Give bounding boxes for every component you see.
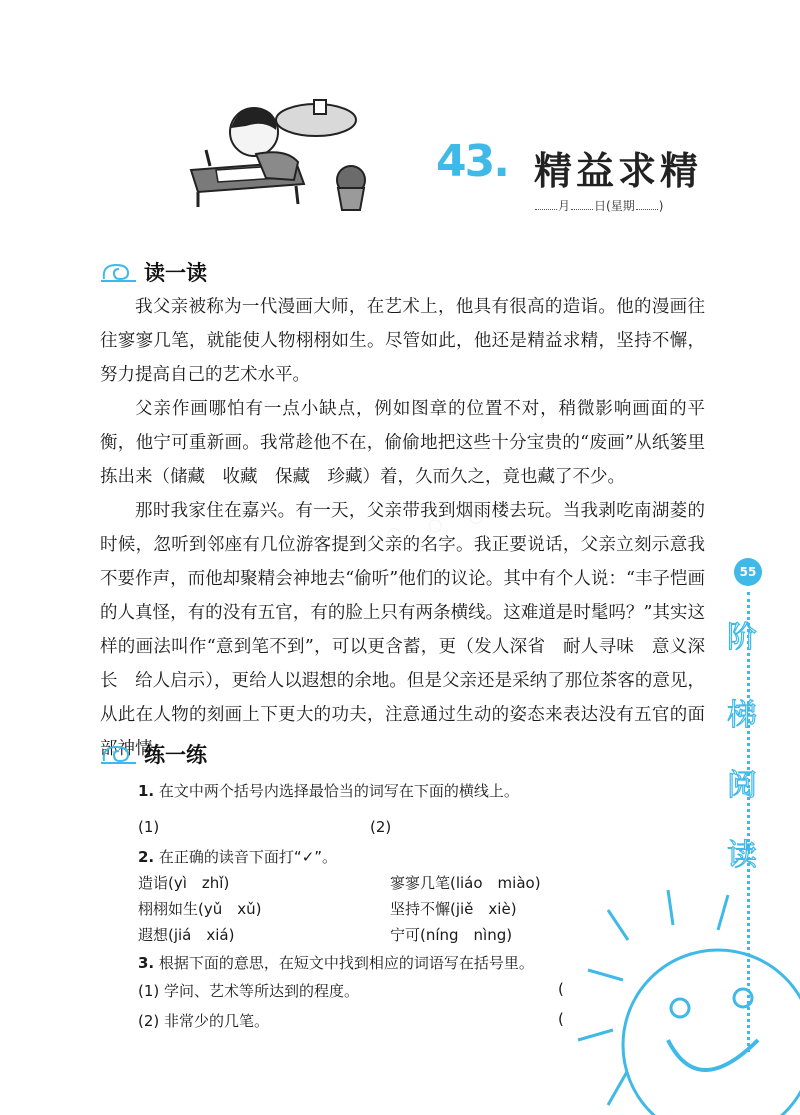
page-number: 55 — [734, 558, 762, 586]
meaning-item: (1) 学问、艺术等所达到的程度。 — [138, 982, 360, 1000]
section-practice-heading — [100, 740, 207, 768]
section-practice-label: 练一练 — [144, 743, 207, 767]
question-text: 在正确的读音下面打“✓”。 — [158, 848, 338, 866]
day-blank[interactable] — [571, 199, 593, 210]
side-label-char: 梯 — [727, 698, 757, 733]
question-text: 在文中两个括号内选择最恰当的词写在下面的横线上。 — [158, 782, 519, 800]
side-label-char: 阶 — [727, 620, 757, 655]
answer-2-label[interactable]: (2) — [370, 818, 392, 836]
pinyin-item[interactable]: 宁可(níng nìng) — [390, 926, 513, 944]
dotted-line — [747, 592, 750, 1052]
meaning-item: (2) 非常少的几笔。 — [138, 1012, 270, 1030]
section-read-heading — [100, 258, 207, 286]
question-2 — [138, 846, 337, 867]
pinyin-item[interactable]: 栩栩如生(yǔ xǔ) — [138, 900, 262, 918]
answer-row-1 — [138, 818, 698, 836]
pinyin-item[interactable]: 寥寥几笔(liáo miào) — [390, 874, 541, 892]
lesson-title: 精益求精 — [534, 149, 703, 193]
weekday-blank[interactable] — [636, 199, 658, 210]
pinyin-item[interactable]: 遐想(jiá xiá) — [138, 926, 235, 944]
date-close: ) — [658, 199, 664, 213]
lesson-number: 43. — [436, 136, 508, 187]
smiling-sun-icon — [568, 870, 800, 1115]
paren-open: ( — [558, 1010, 564, 1028]
question-text: 根据下面的意思，在短文中找到相应的词语写在括号里。 — [158, 954, 534, 972]
section-read-label: 读一读 — [144, 261, 207, 285]
question-number: 1. — [138, 782, 155, 800]
paragraph-1: 我父亲被称为一代漫画大师，在艺术上，他具有很高的造诣。他的漫画往往寥寥几笔，就能使人物栩栩如生。尽管如此，他还是精益求精，坚持不懈，努力提高自己的艺术水平。 — [100, 297, 705, 385]
swirl-icon — [100, 743, 138, 765]
side-label-char: 读 — [727, 838, 757, 873]
question-number: 2. — [138, 848, 155, 866]
paragraph-2: 父亲作画哪怕有一点小缺点，例如图章的位置不对，稍微影响画面的平衡，他宁可重新画。我常趁他不在，偷偷地把这些十分宝贵的“废画”从纸篓里拣出来（储藏 收藏 保藏 珍藏）着，久而久之，竟也藏了不少。 — [100, 399, 705, 487]
question-1 — [138, 780, 519, 801]
boy-drawing-illustration — [186, 92, 366, 212]
month-blank[interactable] — [535, 199, 557, 210]
swirl-icon — [100, 261, 138, 283]
pinyin-item[interactable]: 坚持不懈(jiě xiè) — [390, 900, 517, 918]
question-number: 3. — [138, 954, 155, 972]
paren-open: ( — [558, 980, 564, 998]
question-3 — [138, 952, 534, 973]
pinyin-item[interactable]: 造诣(yì zhǐ) — [138, 874, 230, 892]
side-label-char: 阅 — [727, 768, 757, 803]
month-label: 月 — [558, 199, 571, 213]
day-label: 日(星期 — [594, 199, 635, 213]
answer-1-label[interactable]: (1) — [138, 818, 160, 836]
paragraph-3: 那时我家住在嘉兴。有一天，父亲带我到烟雨楼去玩。当我剥吃南湖菱的时候，忽听到邻座有几位游客提到父亲的名字。我正要说话，父亲立刻示意我不要作声，而他却聚精会神地去“偷听”他们的议论。其中有个人说：“丰子恺画的人真怪，有的没有五官，有的脸上只有两条横线。这难道是时髦吗？”其实这样的画法叫作“意到笔不到”，可以更含蓄，更（发人深省 耐人寻味 意义深长 给人启示），更给人以遐想的余地。但是父亲还是采纳了那位茶客的意见，从此在人物的刻画上下更大的功夫，注意通过生动的姿态来表达没有五官的面部神情。 — [100, 501, 705, 759]
date-line — [534, 197, 663, 214]
